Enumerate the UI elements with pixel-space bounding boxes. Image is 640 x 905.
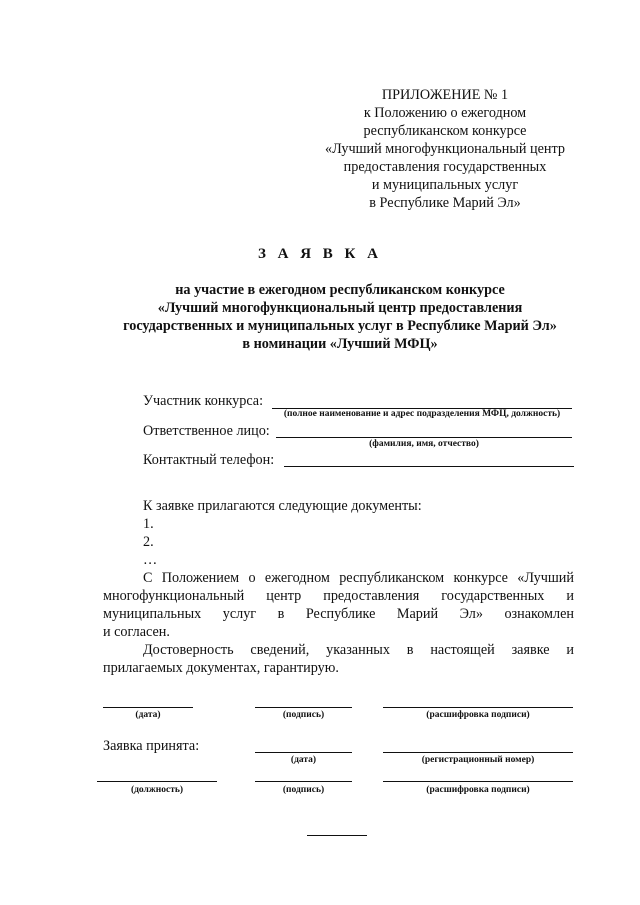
date-hint: (дата) — [135, 710, 161, 720]
accepted-date-line — [255, 752, 352, 753]
closing-rule — [307, 835, 367, 836]
position-hint: (должность) — [130, 785, 184, 795]
statement-line: Достоверность сведений, указанных в настоящей заявке и — [143, 642, 574, 658]
phone-label: Контактный телефон: — [143, 452, 275, 468]
appendix-line: «Лучший многофункциональный центр — [325, 141, 565, 157]
signature2-hint: (подпись) — [282, 785, 325, 795]
decoding-hint: (расшифровка подписи) — [426, 710, 530, 720]
signature-line — [255, 707, 352, 708]
responsible-label: Ответственное лицо: — [143, 423, 270, 439]
signature2-line — [255, 781, 352, 782]
subtitle-line: в номинации «Лучший МФЦ» — [242, 336, 438, 352]
documents-intro: К заявке прилагаются следующие документы: — [143, 498, 422, 514]
document-title: З А Я В К А — [257, 246, 383, 262]
document-item-1: 1. — [143, 516, 154, 532]
accepted-label: Заявка принята: — [103, 738, 200, 754]
participant-hint: (полное наименование и адрес подразделения МФЦ, должность) — [283, 409, 561, 419]
signature-hint: (подпись) — [282, 710, 325, 720]
subtitle-line: государственных и муниципальных услуг в Республике Марий Эл» — [123, 318, 557, 334]
statement-line: и согласен. — [103, 624, 170, 640]
participant-label: Участник конкурса: — [143, 393, 264, 409]
decoding-line — [383, 707, 573, 708]
subtitle-line: на участие в ежегодном республиканском конкурсе — [175, 282, 505, 298]
appendix-line: к Положению о ежегодном — [363, 105, 527, 121]
responsible-hint: (фамилия, имя, отчество) — [369, 439, 479, 449]
date-line — [103, 707, 193, 708]
statement-line: прилагаемых документах, гарантирую. — [103, 660, 339, 676]
reg-number-hint: (регистрационный номер) — [421, 755, 535, 765]
decoding2-line — [383, 781, 573, 782]
statement-line: С Положением о ежегодном республиканском конкурсе «Лучший — [143, 570, 574, 586]
phone-blank-line — [284, 466, 574, 467]
subtitle-line: «Лучший многофункциональный центр предоставления — [157, 300, 523, 316]
appendix-line: в Республике Марий Эл» — [369, 195, 521, 211]
document-item-more: … — [143, 552, 158, 568]
document-subtitle — [80, 281, 600, 353]
appendix-line: и муниципальных услуг — [371, 177, 519, 193]
document-item-2: 2. — [143, 534, 154, 550]
statement-line: многофункциональный центр предоставления государственных и — [103, 588, 574, 604]
appendix-line: ПРИЛОЖЕНИЕ № 1 — [381, 87, 509, 103]
statement-line: муниципальных услуг в Республике Марий Эл» ознакомлен — [103, 606, 574, 622]
decoding2-hint: (расшифровка подписи) — [426, 785, 530, 795]
reg-number-line — [383, 752, 573, 753]
position-line — [97, 781, 217, 782]
accepted-date-hint: (дата) — [290, 755, 317, 765]
appendix-line: предоставления государственных — [343, 159, 547, 175]
appendix-line: республиканском конкурсе — [363, 123, 527, 139]
responsible-blank-line — [276, 437, 572, 438]
appendix-header — [300, 86, 590, 212]
